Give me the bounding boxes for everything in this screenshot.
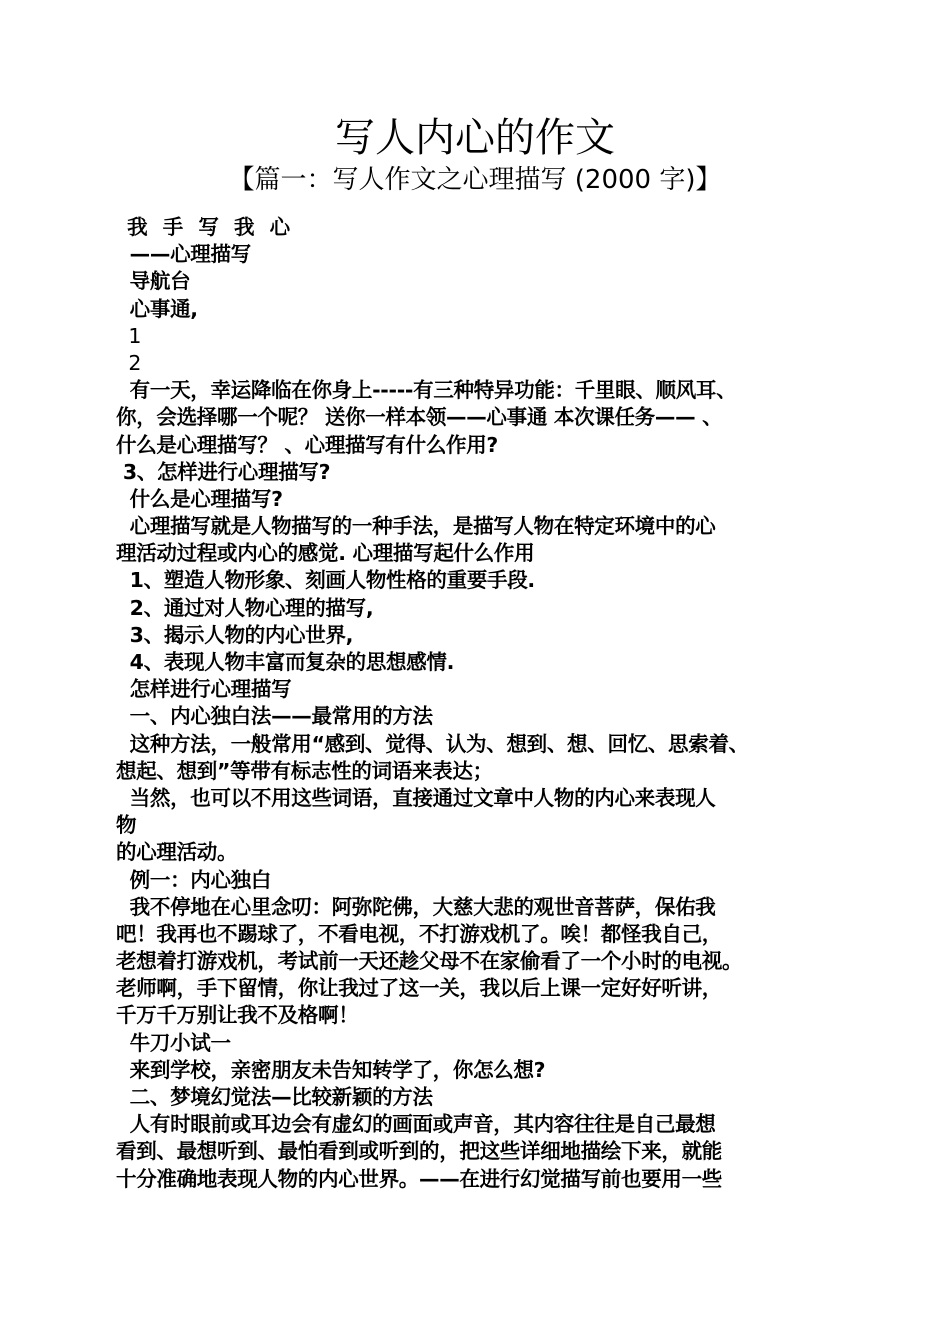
body-line: 二、梦境幻觉法—比较新颖的方法	[116, 1085, 433, 1109]
body-line: 人有时眼前或耳边会有虚幻的画面或声音，其内容往往是自己最想	[116, 1112, 716, 1137]
body-line: 什么是心理描写?	[116, 486, 283, 511]
body-line: 我 手 写 我 心	[116, 215, 295, 239]
document-body	[116, 214, 840, 1193]
document-title: 写人内心的作文	[335, 115, 615, 161]
body-line: 2	[116, 350, 142, 375]
body-line: 千万千万别让我不及格啊！	[116, 1003, 359, 1028]
body-line: 吧！我再也不踢球了，不看电视，不打游戏机了。唉！都怪我自己，	[116, 921, 722, 946]
body-line: 理活动过程或内心的感觉. 心理描写起什么作用	[116, 541, 535, 566]
document-subtitle: 【篇一：写人作文之心理描写 (2000 字)】	[228, 165, 722, 195]
body-line: 看到、最想听到、最怕看到或听到的，把这些详细地描绘下来，就能	[116, 1139, 722, 1164]
body-line: 想起、想到”等带有标志性的词语来表达；	[116, 758, 493, 783]
body-line: 2、通过对人物心理的描写,	[116, 595, 374, 620]
body-line: 这种方法，一般常用“感到、觉得、认为、想到、想、回忆、思索着、	[116, 731, 749, 756]
body-line: ——心理描写	[116, 242, 251, 267]
body-line: 十分准确地表现人物的内心世界。——在进行幻觉描写前也要用一些	[116, 1166, 722, 1191]
body-line: 4、表现人物丰富而复杂的思想感情.	[116, 650, 455, 674]
body-line: 例一：内心独白	[116, 867, 272, 892]
body-line: 一、内心独白法——最常用的方法	[116, 704, 433, 729]
body-line: 怎样进行心理描写	[116, 677, 292, 702]
body-line: 心理描写就是人物描写的一种手法，是描写人物在特定环境中的心	[116, 514, 716, 539]
body-line: 老师啊，手下留情，你让我过了这一关，我以后上课一定好好听讲，	[116, 976, 722, 1001]
body-line: 来到学校，亲密朋友未告知转学了，你怎么想?	[116, 1057, 546, 1082]
body-line: 我不停地在心里念叨：阿弥陀佛，大慈大悲的观世音菩萨，保佑我	[116, 894, 716, 919]
body-line: 什么是心理描写？ 、心理描写有什么作用?	[116, 432, 499, 457]
body-line: 3、揭示人物的内心世界,	[116, 622, 354, 647]
body-line: 心事通,	[116, 296, 198, 321]
body-line: 的心理活动。	[116, 840, 238, 865]
body-line: 有一天，幸运降临在你身上-----有三种特异功能：千里眼、顺风耳、	[116, 378, 737, 403]
body-line: 3、怎样进行心理描写?	[116, 459, 331, 484]
body-line: 当然，也可以不用这些词语，直接通过文章中人物的内心来表现人	[116, 785, 716, 810]
body-line: 你，会选择哪一个呢？ 送你一样本领——心事通 本次课任务—— 、	[116, 405, 723, 430]
body-line: 牛刀小试一	[116, 1030, 231, 1055]
body-line: 1、塑造人物形象、刻画人物性格的重要手段.	[116, 568, 535, 593]
body-line: 1	[116, 323, 142, 348]
body-line: 物	[116, 813, 137, 838]
body-line: 老想着打游戏机，考试前一天还趁父母不在家偷看了一个小时的电视。	[116, 949, 743, 974]
body-line: 导航台	[116, 269, 191, 294]
